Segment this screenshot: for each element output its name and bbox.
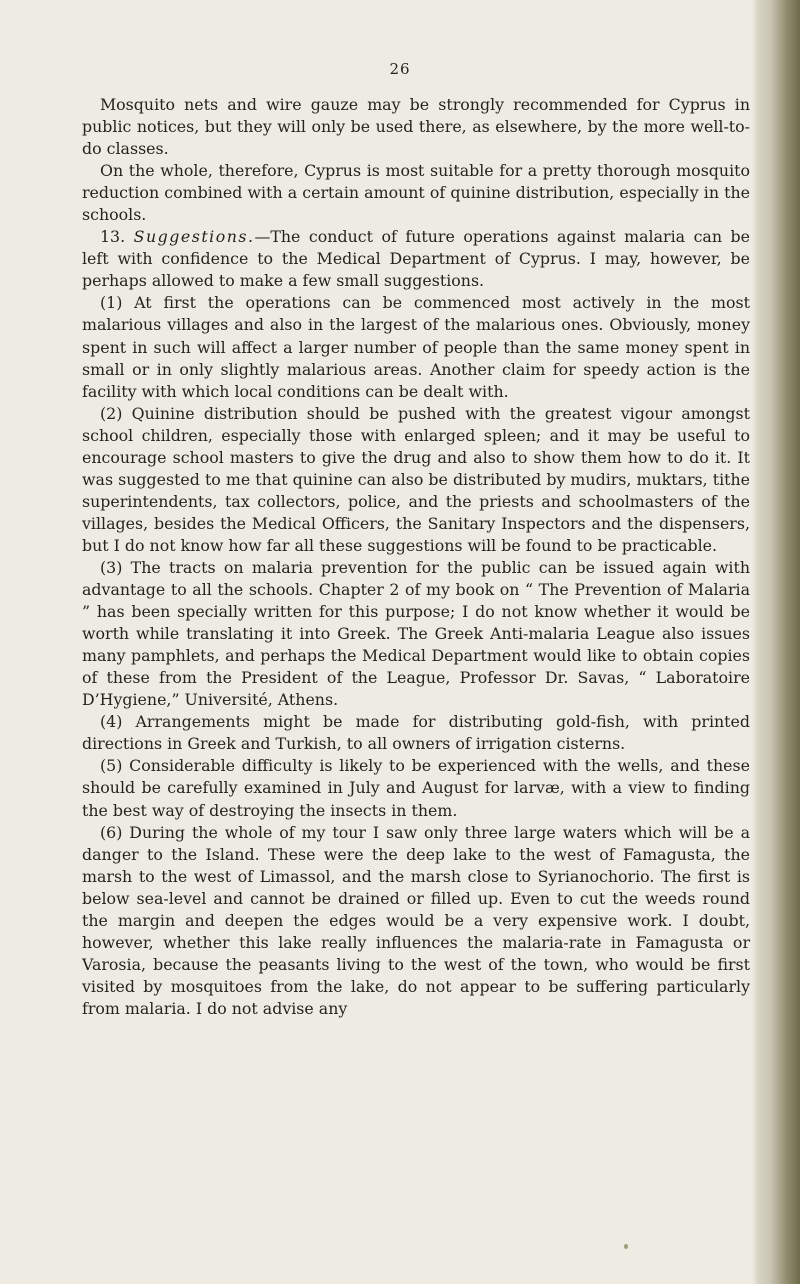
paragraph-mosquito-nets: Mosquito nets and wire gauze may be strongly recommended for Cyprus in public notices, but they will only be used there, as elsewhere, by the more well-to-do classes. xyxy=(82,95,750,159)
paragraph-on-the-whole: On the whole, therefore, Cyprus is most suitable for a pretty thorough mosquito reduction combined with a certain amount of quinine distribution, especially in the schools. xyxy=(82,161,750,225)
page-number: 26 xyxy=(389,60,411,78)
paper-speck xyxy=(624,1244,628,1249)
section-intro-text: —The conduct of future operations against malaria can be left with confidence to the Medical Department of Cyprus. I may, however, be perhaps allowed to make a few small suggestions. xyxy=(82,227,750,291)
suggestion-4: (4) Arrangements might be made for distributing gold-fish, with printed directions in Greek and Turkish, to all owners of irrigation cisterns. xyxy=(82,712,750,754)
binding-gutter xyxy=(758,0,800,1284)
section-number: 13. xyxy=(100,227,126,247)
suggestion-2: (2) Quinine distribution should be pushed with the greatest vigour amongst school children, especially those with enlarged spleen; and it may be useful to encourage school masters to give the drug and also to show them how to do it. It was suggested to me that quinine can also be distributed by mudirs, muktars, tithe superintendents, tax collectors, police, and the priests and schoolmasters of the villages, besides the Medical Officers, the Sanitary Inspectors and the dispensers, but I do not know how far all these suggestions will be found to be practicable. xyxy=(82,403,750,555)
body-text xyxy=(82,94,750,1020)
suggestion-6: (6) During the whole of my tour I saw only three large waters which will be a danger to the Island. These were the deep lake to the west of Famagusta, the marsh to the west of Limassol, and the marsh close to Syrianochorio. The first is below sea-level and cannot be drained or filled up. Even to cut the weeds round the margin and deepen the edges would be a very expensive work. I doubt, however, whether this lake really influences the malaria-rate in Famagusta or Varosia, because the peasants living to the west of the town, who would be first visited by mosquitoes from the lake, do not appear to be suffering particularly from malaria. I do not advise any xyxy=(82,822,750,1018)
paragraph-section-13 xyxy=(82,226,750,292)
suggestion-3: (3) The tracts on malaria prevention for the public can be issued again with advantage to all the schools. Chapter 2 of my book on “ The Prevention of Malaria ” has been specially written for this purpose; I do not know whether it would be worth while translating it into Greek. The Greek Anti-malaria League also issues many pamphlets, and perhaps the Medical Department would like to obtain copies of these from the President of the League, Professor Dr. Savas, “ Laboratoire D’Hygiene,” Université, Athens. xyxy=(82,557,750,710)
suggestion-1: (1) At first the operations can be commenced most actively in the most malarious villages and also in the largest of the malarious ones. Obviously, money spent in such will affect a larger number of people than the same money spent in small or in only slightly malarious areas. Another claim for speedy action is the facility with which local conditions can be dealt with. xyxy=(82,293,750,401)
section-heading: Suggestions. xyxy=(133,227,255,247)
suggestion-5: (5) Considerable difficulty is likely to be experienced with the wells, and these should be carefully examined in July and August for larvæ, with a view to finding the best way of destroying the insects in them. xyxy=(82,756,750,820)
